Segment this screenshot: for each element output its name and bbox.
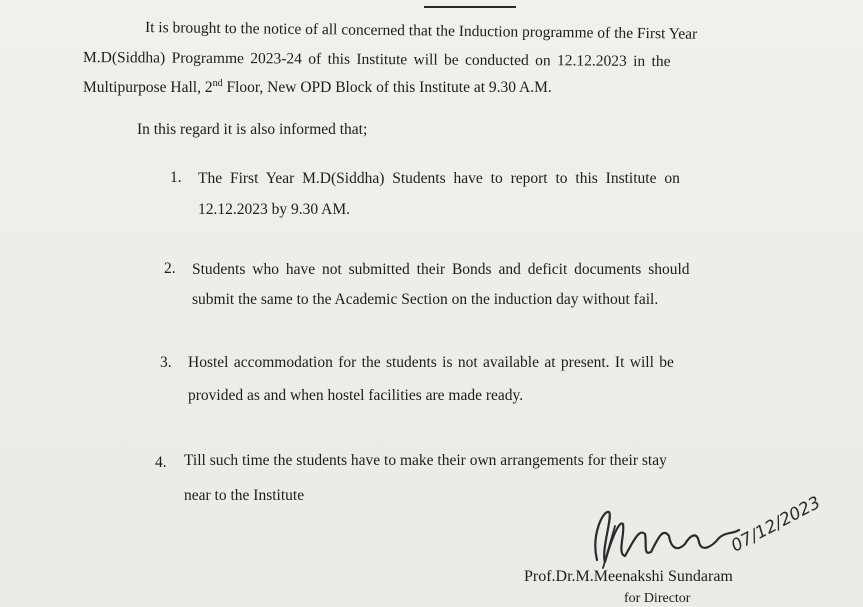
signatory-name: Prof.Dr.M.Meenakshi Sundaram xyxy=(524,568,733,585)
regard-line: In this regard it is also informed that; xyxy=(137,121,368,138)
intro-line-1: It is brought to the notice of all concerned that the Induction programme of the First Year xyxy=(144,19,698,43)
handwritten-signature xyxy=(585,490,863,570)
handwritten-date: 07/12/2023 xyxy=(727,492,824,557)
point-4-line-2: near to the Institute xyxy=(184,487,305,504)
intro-line-2: M.D(Siddha) Programme 2023-24 of this Institute will be conducted on 12.12.2023 in the xyxy=(82,49,671,71)
intro-line-3-text-b: Floor, New OPD Block of this Institute at 9.30 A.M. xyxy=(222,79,552,96)
point-3-number: 3. xyxy=(160,354,172,371)
point-1-number: 1. xyxy=(170,169,182,186)
point-2-line-2: submit the same to the Academic Section on the induction day without fail. xyxy=(192,291,659,308)
point-3-line-1: Hostel accommodation for the students is not available at present. It will be xyxy=(188,354,674,371)
point-4-number: 4. xyxy=(155,454,167,471)
intro-line-3-superscript: nd xyxy=(212,77,223,89)
point-3-line-2: provided as and when hostel facilities are made ready. xyxy=(188,387,524,404)
intro-line-3-text-a: Multipurpose Hall, 2 xyxy=(83,79,213,96)
signatory-title: for Director xyxy=(624,591,691,606)
point-2-number: 2. xyxy=(164,260,176,277)
point-4-line-1: Till such time the students have to make their own arrangements for their stay xyxy=(184,452,667,469)
intro-line-3 xyxy=(83,79,552,97)
point-1-line-1: The First Year M.D(Siddha) Students have to report to this Institute on xyxy=(198,170,680,187)
point-1-line-2: 12.12.2023 by 9.30 AM. xyxy=(198,201,350,218)
point-2-line-1: Students who have not submitted their Bonds and deficit documents should xyxy=(192,261,690,278)
circular-heading-underline xyxy=(424,0,516,8)
